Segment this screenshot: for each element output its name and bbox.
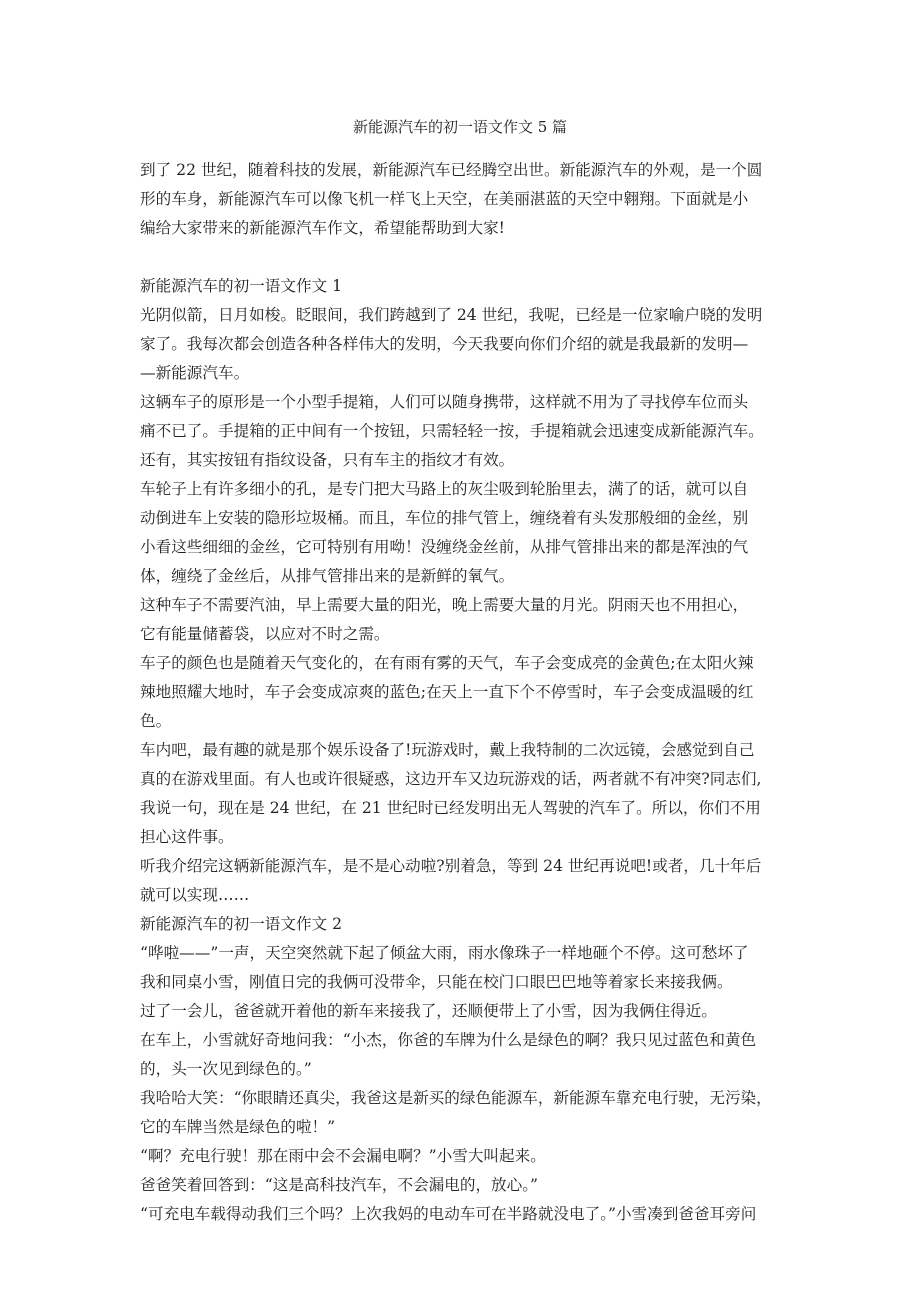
body-text-line: 听我介绍完这辆新能源汽车，是不是心动啦?别着急，等到 24 世纪再说吧!或者，几十年后 <box>140 857 762 875</box>
body-text-line: 我说一句，现在是 24 世纪，在 21 世纪时已经发明出无人驾驶的汽车了。所以，你们不用 <box>140 799 761 817</box>
body-text-line: 新能源汽车的初一语文作文 1 <box>140 277 343 295</box>
body-text-line: 还有，其实按钮有指纹设备，只有车主的指纹才有效。 <box>140 451 515 469</box>
body-text-line: “啊？充电行驶！那在雨中会不会漏电啊？”小雪大叫起来。 <box>140 1147 546 1165</box>
blank-line <box>140 243 790 272</box>
body-text-line: 我哈哈大笑：“你眼睛还真尖，我爸这是新买的绿色能源车，新能源车靠充电行驶，无污染， <box>140 1089 772 1107</box>
body-text-line: 色。 <box>140 712 172 730</box>
body-text-line: 过了一会儿，爸爸就开着他的新车来接我了，还顺便带上了小雪，因为我俩住得近。 <box>140 1002 717 1020</box>
body-text-line: 小看这些细细的金丝，它可特别有用呦！没缠绕金丝前，从排气管排出来的都是浑浊的气 <box>140 538 749 556</box>
body-text-line: 车子的颜色也是随着天气变化的，在有雨有雾的天气，车子会变成亮的金黄色;在太阳火辣 <box>140 654 754 672</box>
body-text-line: 这种车子不需要汽油，早上需要大量的阳光，晚上需要大量的月光。阴雨天也不用担心， <box>140 596 749 614</box>
body-text-line: 爸爸笑着回答到：“这是高科技汽车，不会漏电的，放心。” <box>140 1176 538 1194</box>
body-text-line: 在车上，小雪就好奇地问我：“小杰，你爸的车牌为什么是绿色的啊？我只见过蓝色和黄色 <box>140 1031 757 1049</box>
document-title: 新能源汽车的初一语文作文 5 篇 <box>352 118 568 136</box>
body-text-line: 体，缠绕了金丝后，从排气管排出来的是新鲜的氧气。 <box>140 567 515 585</box>
body-text-line: 它有能量储蓄袋，以应对不时之需。 <box>140 625 390 643</box>
document-body <box>140 156 790 1229</box>
body-text-line: —新能源汽车。 <box>140 364 250 382</box>
body-text-line: 车内吧，最有趣的就是那个娱乐设备了!玩游戏时，戴上我特制的二次远镜，会感觉到自己 <box>140 741 755 759</box>
body-text-line: 的，头一次见到绿色的。” <box>140 1060 312 1078</box>
body-text-line: 就可以实现…… <box>140 886 250 904</box>
body-text-line: 辣地照耀大地时，车子会变成凉爽的蓝色;在天上一直下个不停雪时，车子会变成温暖的红 <box>140 683 754 701</box>
body-text-line: 我和同桌小雪，刚值日完的我俩可没带伞，只能在校门口眼巴巴地等着家长来接我俩。 <box>140 973 733 991</box>
body-text-line: 车轮子上有许多细小的孔，是专门把大马路上的灰尘吸到轮胎里去，满了的话，就可以自 <box>140 480 749 498</box>
body-text-line: 痛不已了。手提箱的正中间有一个按钮，只需轻轻一按，手提箱就会迅速变成新能源汽车。 <box>140 422 764 440</box>
body-text-line: 担心这件事。 <box>140 828 234 846</box>
body-text-line: 它的车牌当然是绿色的啦！” <box>140 1118 336 1136</box>
body-text-line: 形的车身，新能源汽车可以像飞机一样飞上天空，在美丽湛蓝的天空中翱翔。下面就是小 <box>140 190 749 208</box>
body-text-line: “可充电车载得动我们三个吗？上次我妈的电动车可在半路就没电了。”小雪凑到爸爸耳旁问 <box>140 1205 757 1223</box>
body-text-line: 真的在游戏里面。有人也或许很疑惑，这边开车又边玩游戏的话，两者就不有冲突?同志们, <box>140 770 762 788</box>
body-text-line: 编给大家带来的新能源汽车作文，希望能帮助到大家! <box>140 219 505 237</box>
body-text-line: 家了。我每次都会创造各种各样伟大的发明，今天我要向你们介绍的就是我最新的发明— <box>140 335 749 353</box>
body-text-line: 动倒进车上安装的隐形垃圾桶。而且，车位的排气管上，缠绕着有头发那般细的金丝，别 <box>140 509 749 527</box>
body-text-line: 到了 22 世纪，随着科技的发展，新能源汽车已经腾空出世。新能源汽车的外观，是一个圆 <box>140 161 763 179</box>
body-text-line: 光阴似箭，日月如梭。眨眼间，我们跨越到了 24 世纪，我呢，已经是一位家喻户晓的发明 <box>140 306 763 324</box>
body-text-line: 这辆车子的原形是一个小型手提箱，人们可以随身携带，这样就不用为了寻找停车位而头 <box>140 393 749 411</box>
body-text-line: “哗啦——”一声，天空突然就下起了倾盆大雨，雨水像珠子一样地砸个不停。这可愁坏了 <box>140 944 749 962</box>
body-text-line: 新能源汽车的初一语文作文 2 <box>140 915 343 933</box>
